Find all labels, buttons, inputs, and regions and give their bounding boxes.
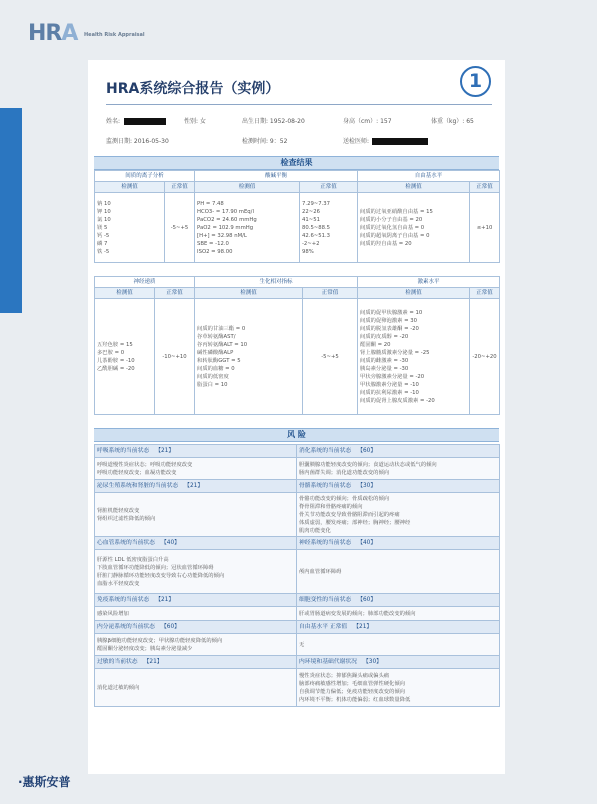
results-table-2: [94, 276, 500, 415]
hormone-normal: -20~+20: [470, 299, 500, 415]
risk-score: 【30】: [357, 483, 377, 489]
risk-score: 【60】: [160, 624, 180, 630]
risk-line: 体质虚弱，腰发疼痛；部神经；胸神经；腰神经: [299, 519, 411, 526]
col-header: 正常值: [303, 288, 358, 299]
name-field: 姓名:: [106, 116, 166, 125]
risk-title-cell: [297, 594, 500, 607]
risk-title-cell: [95, 594, 297, 607]
risk-score: 【21】: [155, 597, 175, 603]
col-header: 检测值: [95, 182, 165, 193]
risk-title-cell: [297, 621, 500, 634]
group-radical: 自由基水平: [358, 171, 500, 182]
risk-section-title: 风 险: [94, 428, 499, 442]
dob-field: 出生日期: 1952-08-20: [242, 118, 305, 125]
risk-line: 肌肉功能变化: [299, 527, 331, 534]
risk-title-cell: [297, 537, 500, 550]
redacted-doctor: [372, 138, 428, 145]
risk-score: 【21】: [184, 483, 204, 489]
col-header: 正常值: [165, 182, 195, 193]
left-accent-tab: [0, 108, 22, 313]
risk-line: 胆囊胰腺功能轻度改变的倾向；食道运动状态或低气的倾向: [299, 461, 437, 468]
risk-line: 脊骨阻滞和骨骼疼痛的倾向: [299, 503, 363, 510]
group-bio: 生化相对指标: [195, 277, 358, 288]
radical-normal: ≤+10: [470, 193, 500, 263]
risk-line: 消化道过敏的倾向: [97, 684, 140, 691]
risk-title-cell: [95, 480, 297, 493]
risk-title: 内分泌系统的当前状态: [97, 624, 155, 630]
risk-line: 醛固酮分泌轻度改变；胰岛素分泌量减少: [97, 645, 193, 652]
acid-values: PH = 7.48 HCO3- = 17.90 mEq/l PaCO2 = 24.60 mmHg PaO2 = 102.9 mmHg [H+] = 32.98 nM/L SBE = -12.0 ISO2 = 98.00: [195, 193, 300, 263]
risk-score: 【21】: [143, 659, 163, 665]
acid-normal: 7.29~7.37 22~26 41~51 80.5~88.5 42.6~51.3 -2~+2 98%: [300, 193, 358, 263]
col-header: 检测值: [195, 288, 303, 299]
doctor-field: 送检医师:: [343, 136, 428, 145]
neuro-normal: -10~+10: [155, 299, 195, 415]
risk-title: 泌尿生殖系统和肾脏的当前状态: [97, 483, 179, 489]
risk-description: [95, 550, 297, 594]
risk-line: 脑部疼痛敏感性增加；毛细血管弹性硬化倾向: [299, 680, 405, 687]
risk-line: 骨关节功能改变导致骨骼阻滞而引起的疼痛: [299, 511, 400, 518]
risk-title: 过敏的当前状态: [97, 659, 138, 665]
risk-description: [95, 493, 297, 537]
risk-title: 心血管系统的当前状态: [97, 540, 155, 546]
weight-field: 体重（kg）: 65: [431, 118, 474, 125]
risk-line: 肠内菌群失调；消化道功能改变的倾向: [299, 469, 390, 476]
risk-title-cell: [297, 445, 500, 458]
risk-line: 呼吸功能轻度改变；血凝功能改变: [97, 469, 177, 476]
risk-line: 肝源性 LDL 低密度脂蛋白升高: [97, 556, 169, 563]
risk-line: 内环境不平衡；机体功能偏弱；红血球数量降低: [299, 696, 411, 703]
risk-line: 颅内血管循环障碍: [299, 568, 342, 575]
risk-line: 肾组织过滤性降低的倾向: [97, 515, 156, 522]
group-hormone: 激素水平: [358, 277, 500, 288]
risk-line: 下肢血管循环功能降低的倾向；冠状血管循环障碍: [97, 564, 214, 571]
risk-line: 胰腺β细胞功能轻度改变；甲状腺功能轻度降低的倾向: [97, 637, 223, 644]
col-header: 检测值: [358, 288, 470, 299]
exam-time-field: 检测时间: 9：52: [242, 138, 288, 145]
risk-score: 【40】: [160, 540, 180, 546]
bio-values: 间质的甘油三酯 = 0 谷草转氨酶AST/ 谷丙转氨酶ALT = 10 碱性磷酸酶ALP 和转肽酶GGT = 5 间质的血糖 = 0 间质的低密度 脂蛋白 = 10: [195, 299, 303, 415]
risk-line: 无: [299, 641, 305, 648]
group-neuro: 神经递质: [95, 277, 195, 288]
height-field: 身高（cm）: 157: [343, 118, 392, 125]
radical-values: 间质的过氧亚硝酸自由基 = 15 间质的小分子自由基 = 20 间质的过氧化氢自由基 = 0 间质的超氧阴离子自由基 = 0 间质的羟自由基 = 20: [358, 193, 470, 263]
risk-line: 呼吸道慢性炎症状态；呼吸功能轻度改变: [97, 461, 193, 468]
page-header: [0, 0, 597, 60]
exam-date-field: 监测日期: 2016-05-30: [106, 138, 169, 145]
risk-title-cell: [95, 537, 297, 550]
col-header: 正常值: [155, 288, 195, 299]
risk-score: 【21】: [155, 448, 175, 454]
col-header: 检测值: [195, 182, 300, 193]
neuro-values: 五羟色胺 = 15 多巴胺 = 0 儿茶酚胺 = -10 乙酰胆碱 = -20: [95, 299, 155, 415]
group-acid: 酸碱平衡: [195, 171, 358, 182]
risk-score: 【60】: [357, 448, 377, 454]
risk-title: 细胞变性的当前状态: [299, 597, 352, 603]
risk-title-cell: [95, 656, 297, 669]
risk-title-cell: [297, 480, 500, 493]
risk-description: [95, 458, 297, 480]
risk-title: 骨骼系统的当前状态: [299, 483, 352, 489]
ion-normal: -5~+5: [165, 193, 195, 263]
risk-title: 呼吸系统的当前状态: [97, 448, 150, 454]
risk-line: 血脂水平轻度改变: [97, 580, 140, 587]
report-paper: [88, 60, 505, 774]
col-header: 检测值: [358, 182, 470, 193]
title-divider: [106, 104, 492, 105]
risk-description: [297, 634, 500, 656]
risk-description: [297, 493, 500, 537]
col-header: 正常值: [470, 182, 500, 193]
risk-title: 神经系统的当前状态: [299, 540, 352, 546]
risk-description: [297, 669, 500, 707]
report-title: HRA系统综合报告（实例）: [106, 81, 280, 97]
risk-line: 肝脏门静脉循环功能轻度改变导致右心功能降低的倾向: [97, 572, 225, 579]
footer-brand: ·惠斯安普: [18, 775, 71, 789]
risk-title-cell: [95, 445, 297, 458]
col-header: 正常值: [470, 288, 500, 299]
risk-title-cell: [297, 656, 500, 669]
risk-description: [95, 607, 297, 621]
risk-title: 内环境和基础代谢状况: [299, 659, 357, 665]
risk-title: 免疫系统的当前状态: [97, 597, 150, 603]
group-ion: 间质的离子分析: [95, 171, 195, 182]
risk-description: [297, 458, 500, 480]
risk-line: 感染风险增加: [97, 610, 129, 617]
results-table-1: [94, 170, 500, 263]
risk-score: 【21】: [353, 624, 373, 630]
risk-table: [94, 444, 500, 707]
risk-line: 肝或胃肠道病变发展的倾向；肺部功能改变的倾向: [299, 610, 416, 617]
risk-score: 【60】: [357, 597, 377, 603]
risk-description: [95, 669, 297, 707]
gender-field: 性别: 女: [184, 118, 206, 125]
risk-line: 肾脏机能轻度改变: [97, 507, 140, 514]
risk-description: [297, 550, 500, 594]
risk-line: 慢性炎症状态；抑郁焦躁头痛或偏头痛: [299, 672, 390, 679]
bio-normal: -5~+5: [303, 299, 358, 415]
risk-description: [297, 607, 500, 621]
risk-description: [95, 634, 297, 656]
risk-title: 消化系统的当前状态: [299, 448, 352, 454]
risk-score: 【40】: [357, 540, 377, 546]
col-header: 检测值: [95, 288, 155, 299]
risk-title-cell: [95, 621, 297, 634]
risk-title: 自由基水平 正常值: [299, 624, 348, 630]
ion-values: 钠 10 钾 10 氯 10 镁 5 钙 -5 磷 7 铁 -5: [95, 193, 165, 263]
results-section-title: 检查结果: [94, 156, 499, 170]
page-number-badge: 1: [460, 66, 491, 97]
redacted-name: [124, 118, 166, 125]
risk-line: 骨骼功能改变的倾向；骨质疏松的倾向: [299, 495, 390, 502]
hormone-values: 间质的促甲状腺激素 = 10 间质的促卵泡激素 = 30 间质的脱氢表雄酮 = -20 间质的皮质醇 = -20 醛固酮 = 20 肾上腺髓质激素分泌量 = -25 间质的雌激素 = -30 胰岛素分泌量 = -30 甲状旁腺激素分泌量 = -20 甲状腺激素分泌量 = -10 间质的抗利尿激素 = -10 间质的促肾上腺皮质激素 = -20: [358, 299, 470, 415]
risk-line: 自我调节能力偏低；免疫功能轻度改变的倾向: [299, 688, 405, 695]
hra-logo: HRA: [28, 21, 78, 46]
col-header: 正常值: [300, 182, 358, 193]
logo-tagline: Health Risk Appraisal: [84, 32, 145, 38]
risk-score: 【30】: [362, 659, 382, 665]
